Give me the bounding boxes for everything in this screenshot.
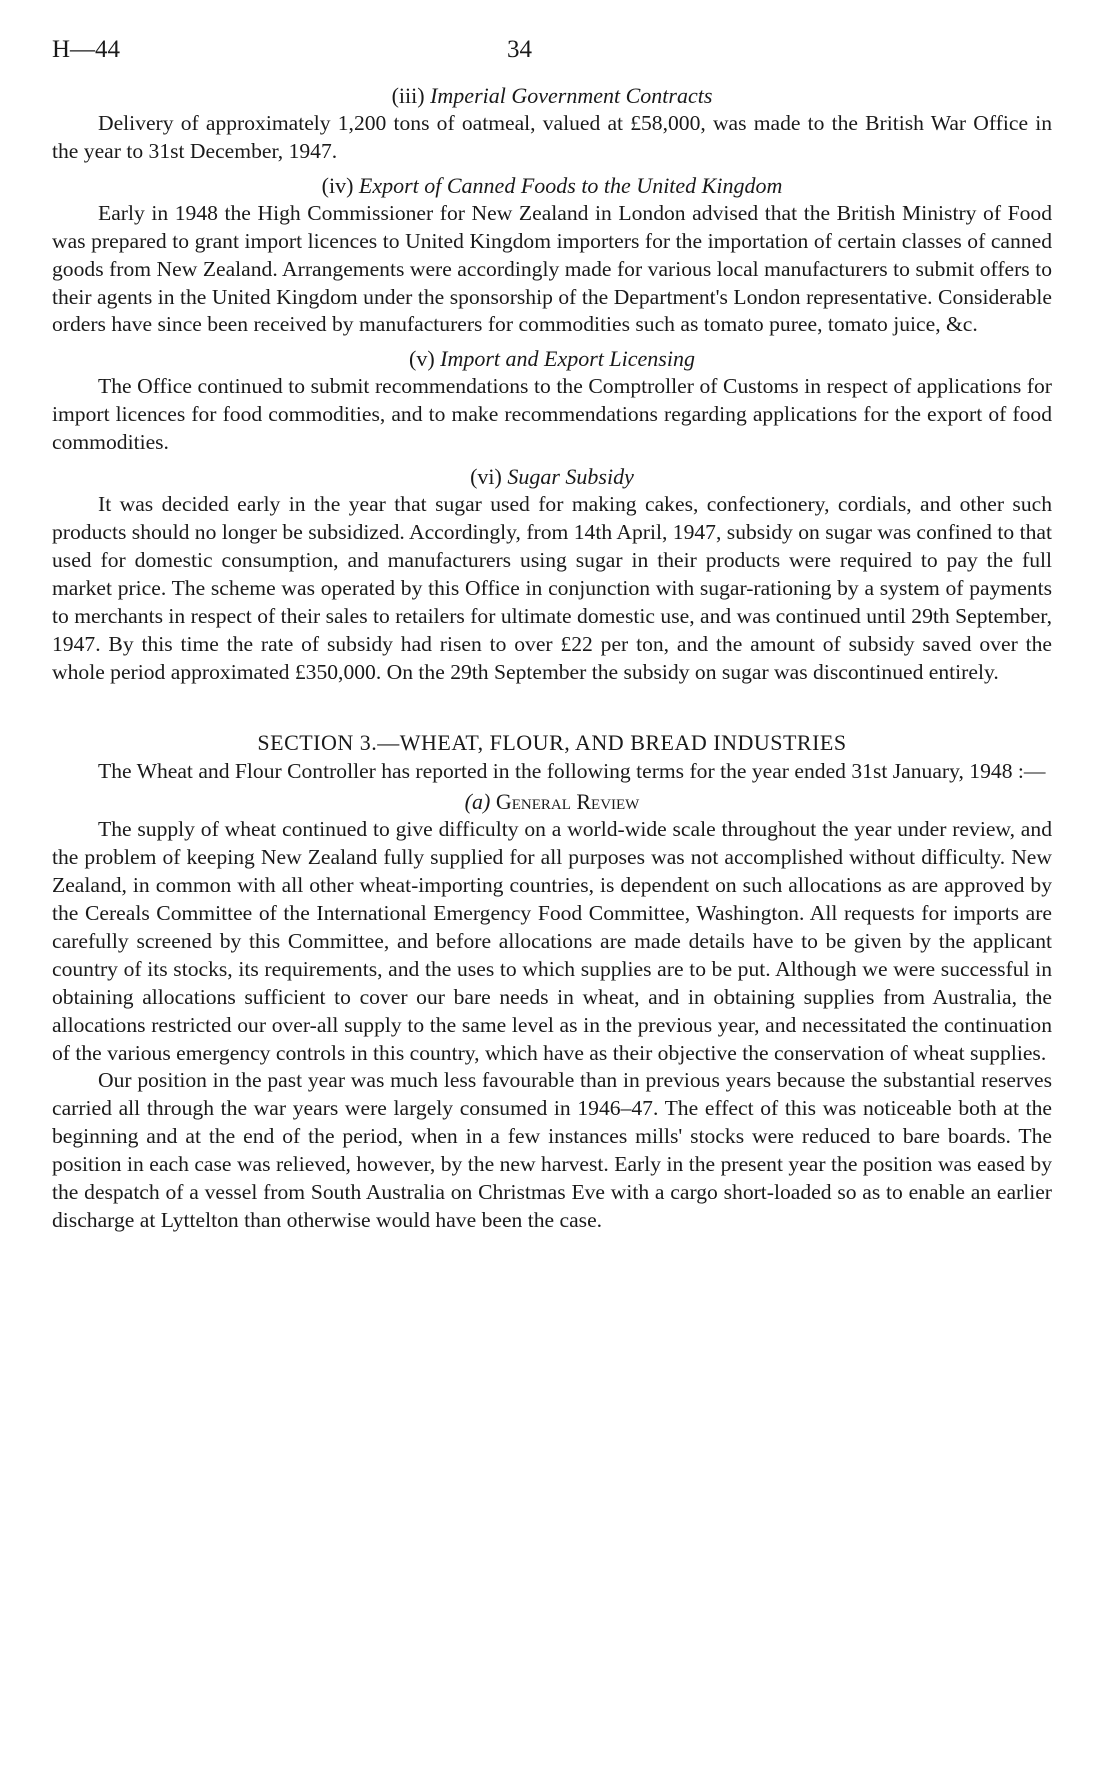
subheading-title: Sugar Subsidy <box>507 464 634 490</box>
paragraph: Early in 1948 the High Commissioner for New Zealand in London advised that the British Ministry of Food was prepared to grant import licences to United Kingdom importers for the importation of certain classes of canned goods from New Zealand. Arrangements were accordingly made for various local manufacturers to submit offers to their agents in the United Kingdom under the sponsorship of the Department's London representative. Considerable orders have since been received by manufacturers for commodities such as tomato puree, tomato juice, &c. <box>52 200 1052 337</box>
page-number: 34 <box>507 36 532 63</box>
subheading-number: (a) <box>464 789 491 815</box>
section-intro: The Wheat and Flour Controller has reported in the following terms for the year ended 31st January, 1948 :— <box>98 759 1046 784</box>
section-title: SECTION 3.—WHEAT, FLOUR, AND BREAD INDUSTRIES <box>257 730 847 756</box>
subheading-iii <box>52 82 1052 110</box>
paragraph: It was decided early in the year that sugar used for making cakes, confectionery, cordials, and other such products should no longer be subsidized. Accordingly, from 14th April, 1947, subsidy on sugar was confined to that used for domestic consumption, and manufacturers using sugar in their products were required to pay the full market price. The scheme was operated by this Office in conjunction with sugar-rationing by a system of payments to merchants in respect of their sales to retailers for ultimate domestic use, and was continued until 29th September, 1947. By this time the rate of subsidy had risen to over £22 per ton, and the amount of subsidy saved over the whole period approximated £350,000. On the 29th September the subsidy on sugar was discontinued entirely. <box>52 492 1052 684</box>
paragraph: The supply of wheat continued to give difficulty on a world-wide scale throughout the year under review, and the problem of keeping New Zealand fully supplied for all purposes was not accomplished without difficulty. New Zealand, in common with all other wheat-importing countries, is dependent on such allocations as are approved by the Cereals Committee of the International Emergency Food Committee, Washington. All requests for imports are carefully screened by this Committee, and before allocations are made details have to be given by the applicant country of its stocks, its requirements, and the uses to which supplies are to be put. Although we were successful in obtaining allocations sufficient to cover our bare needs in wheat, and in obtaining supplies from Australia, the allocations restricted our over-all supply to the same level as in the previous year, and necessitated the continuation of the various emergency controls in this country, which have as their objective the conservation of wheat supplies. <box>52 817 1052 1065</box>
subheading-title: Export of Canned Foods to the United Kingdom <box>358 172 783 198</box>
subheading-number: (iv) <box>321 172 354 198</box>
subheading-number: (iii) <box>391 83 425 108</box>
subheading-title: Import and Export Licensing <box>440 346 695 372</box>
subheading-a <box>52 788 1052 816</box>
document-reference: H—44 <box>52 36 121 63</box>
running-header <box>52 36 1052 76</box>
subheading-v <box>52 345 1052 373</box>
subheading-number: (vi) <box>470 464 502 490</box>
subheading-iv <box>52 172 1052 200</box>
paragraph: Our position in the past year was much less favourable than in previous years because the substantial reserves carried all through the war years were largely consumed in 1946–47. The effect of this was noticeable both at the beginning and at the end of the period, when in a few instances mills' stocks were reduced to bare boards. The position in each case was relieved, however, by the new harvest. Early in the present year the position was eased by the despatch of a vessel from South Australia on Christmas Eve with a cargo short-loaded so as to enable an earlier discharge at Lyttelton than otherwise would have been the case. <box>52 1068 1052 1232</box>
paragraph: The Office continued to submit recommendations to the Comptroller of Customs in respect of applications for import licences for food commodities, and to make recommendations regarding applications for the export of food commodities. <box>52 374 1052 455</box>
subheading-title: Imperial Government Contracts <box>430 83 713 108</box>
subheading-number: (v) <box>409 346 435 372</box>
subheading-title: General Review <box>495 789 640 815</box>
document-page <box>52 36 1052 1235</box>
subheading-vi <box>52 463 1052 491</box>
paragraph: Delivery of approximately 1,200 tons of oatmeal, valued at £58,000, was made to the British War Office in the year to 31st December, 1947. <box>52 111 1052 163</box>
